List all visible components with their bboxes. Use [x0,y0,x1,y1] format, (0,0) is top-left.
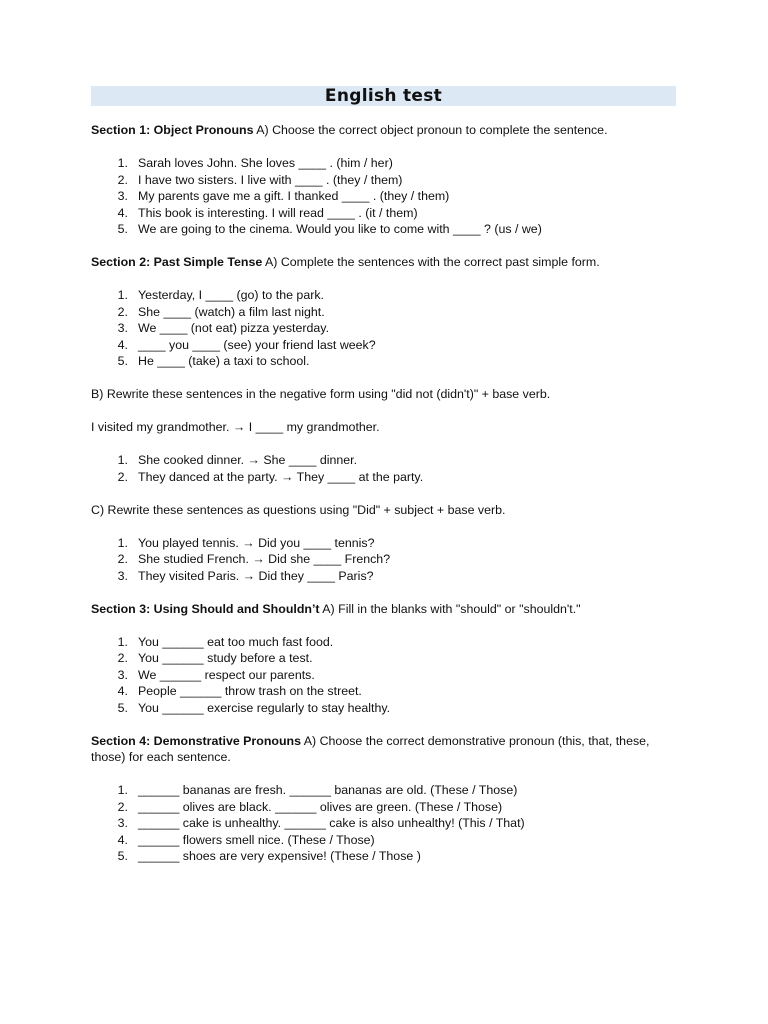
test-content [91,122,681,881]
section-3-list [91,634,681,717]
section-2-list [91,287,681,370]
list-item: 1. Sarah loves John. She loves ____ . (him / her) [117,156,393,170]
list-item: 4. ____ you ____ (see) your friend last week? [117,337,376,352]
section-1-instruction: Section 1: Object Pronouns A) Choose the correct object pronoun to complete the sentence. [91,123,608,137]
list-item: 4. ______ flowers smell nice. (These / Those) [117,832,375,847]
section-3-instruction: Section 3: Using Should and Shouldn’t A) Fill in the blanks with "should" or "shouldn't." [91,601,581,616]
list-item: 5. He ____ (take) a taxi to school. [117,354,310,368]
section-3-heading: Section 3: Using Should and Shouldn’t [91,601,320,616]
list-item: 3. They visited Paris. → Did they ____ Paris? [117,568,374,583]
list-item: 3. My parents gave me a gift. I thanked ____ . (they / them) [117,189,450,203]
list-item: 2. She ____ (watch) a film last night. [117,304,325,319]
section-2b-instruction: B) Rewrite these sentences in the negative form using "did not (didn't)" + base verb. [91,387,551,401]
section-1-heading: Section 1: Object Pronouns [91,123,254,137]
list-item: 1. Yesterday, I ____ (go) to the park. [117,288,324,302]
list-item: 1. She cooked dinner. → She ____ dinner. [117,453,358,467]
section-2c-list [91,535,681,585]
section-2c-instruction: C) Rewrite these sentences as questions using "Did" + subject + base verb. [91,502,506,517]
list-item: 5. You ______ exercise regularly to stay healthy. [117,700,391,715]
list-item: 3. ______ cake is unhealthy. ______ cake is also unhealthy! (This / That) [117,816,525,830]
list-item: 4. People ______ throw trash on the street. [117,684,362,698]
section-1-list [91,155,681,238]
section-2-instruction: Section 2: Past Simple Tense A) Complete the sentences with the correct past simple form. [91,255,600,269]
list-item: 2. I have two sisters. I live with ____ . (they / them) [117,172,403,187]
section-2b-example: I visited my grandmother. → I ____ my grandmother. [91,420,380,434]
list-item: 5. We are going to the cinema. Would you like to come with ____ ? (us / we) [117,222,542,236]
list-item: 1. ______ bananas are fresh. ______ bananas are old. (These / Those) [117,783,518,797]
section-4-heading: Section 4: Demonstrative Pronouns [91,733,301,748]
page-title: English test [324,86,443,106]
section-2b-list [91,452,681,485]
list-item: 1. You played tennis. → Did you ____ tennis? [117,535,375,550]
list-item: 2. ______ olives are black. ______ olives are green. (These / Those) [117,799,503,814]
title-bar [91,86,676,106]
section-4-instruction: Section 4: Demonstrative Pronouns A) Choose the correct demonstrative pronoun (this, that, these, those) for each sentence. [91,733,650,764]
list-item: 3. We ____ (not eat) pizza yesterday. [117,321,330,335]
list-item: 4. This book is interesting. I will read ____ . (it / them) [117,205,418,220]
section-2-heading: Section 2: Past Simple Tense [91,255,263,269]
list-item: 2. She studied French. → Did she ____ French? [117,552,391,566]
list-item: 1. You ______ eat too much fast food. [117,634,334,649]
list-item: 3. We ______ respect our parents. [117,667,315,682]
list-item: 2. You ______ study before a test. [117,651,313,665]
list-item: 5. ______ shoes are very expensive! (These / Those ) [117,849,421,863]
list-item: 2. They danced at the party. → They ____ at the party. [117,469,424,484]
section-4-list [91,782,681,865]
